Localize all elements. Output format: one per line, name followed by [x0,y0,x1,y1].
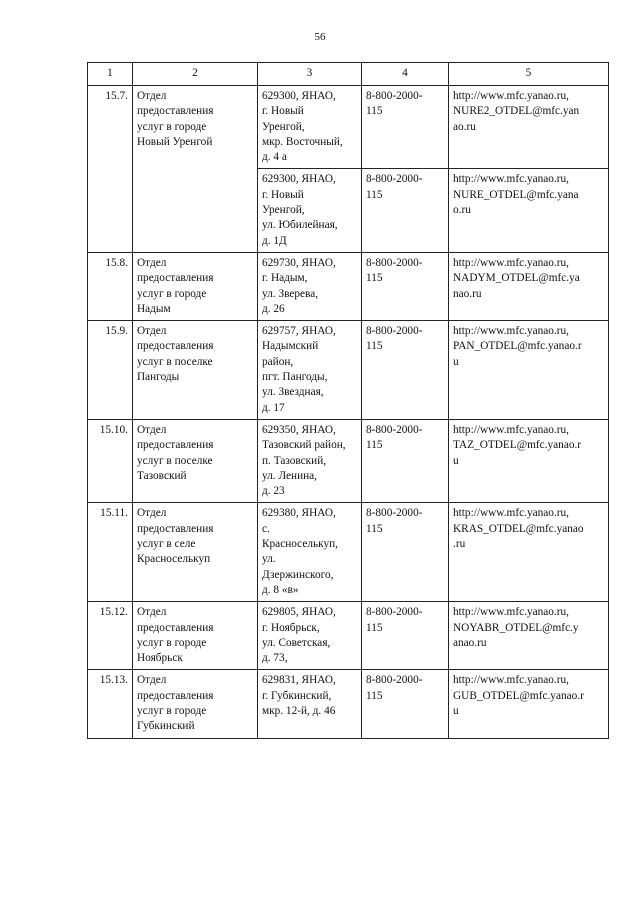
office-name: Отдел предоставления услуг в поселке Пангоды [133,321,258,420]
table-row [88,670,609,738]
column-header: 5 [449,63,609,86]
office-phone: 8-800-2000- 115 [362,86,449,169]
row-number: 15.9. [88,321,133,420]
office-name: Отдел предоставления услуг в городе Надым [133,252,258,320]
row-number: 15.12. [88,602,133,670]
office-name: Отдел предоставления услуг в городе Губкинский [133,670,258,738]
table-row [88,503,609,602]
office-web-email: http://www.mfc.yanao.ru, NURE2_OTDEL@mfc.yan ao.ru [449,86,609,169]
office-phone: 8-800-2000- 115 [362,169,449,252]
office-phone: 8-800-2000- 115 [362,321,449,420]
office-name: Отдел предоставления услуг в поселке Тазовский [133,419,258,502]
office-web-email: http://www.mfc.yanao.ru, NADYM_OTDEL@mfc.ya nao.ru [449,252,609,320]
office-phone: 8-800-2000- 115 [362,503,449,602]
office-web-email: http://www.mfc.yanao.ru, PAN_OTDEL@mfc.yanao.r u [449,321,609,420]
office-name: Отдел предоставления услуг в селе Красноселькуп [133,503,258,602]
office-web-email: http://www.mfc.yanao.ru, NURE_OTDEL@mfc.yana o.ru [449,169,609,252]
table-row [88,321,609,420]
office-address: 629831, ЯНАО, г. Губкинский, мкр. 12-й, д. 46 [258,670,362,738]
office-phone: 8-800-2000- 115 [362,602,449,670]
office-address: 629300, ЯНАО, г. Новый Уренгой, ул. Юбилейная, д. 1Д [258,169,362,252]
office-web-email: http://www.mfc.yanao.ru, TAZ_OTDEL@mfc.yanao.r u [449,419,609,502]
row-number: 15.10. [88,419,133,502]
page-number: 56 [314,31,326,43]
column-header: 2 [133,63,258,86]
office-address: 629730, ЯНАО, г. Надым, ул. Зверева, д. 26 [258,252,362,320]
table-header-row [88,63,609,86]
table-row [88,86,609,169]
row-number: 15.13. [88,670,133,738]
office-name: Отдел предоставления услуг в городе Ноябрьск [133,602,258,670]
mfc-offices-table [87,62,609,739]
column-header: 3 [258,63,362,86]
office-address: 629350, ЯНАО, Тазовский район, п. Тазовский, ул. Ленина, д. 23 [258,419,362,502]
office-web-email: http://www.mfc.yanao.ru, GUB_OTDEL@mfc.yanao.r u [449,670,609,738]
office-address: 629300, ЯНАО, г. Новый Уренгой, мкр. Восточный, д. 4 а [258,86,362,169]
office-phone: 8-800-2000- 115 [362,670,449,738]
office-web-email: http://www.mfc.yanao.ru, NOYABR_OTDEL@mfc.y anao.ru [449,602,609,670]
table-row [88,602,609,670]
column-header: 1 [88,63,133,86]
row-number: 15.7. [88,86,133,253]
row-number: 15.8. [88,252,133,320]
office-phone: 8-800-2000- 115 [362,252,449,320]
office-phone: 8-800-2000- 115 [362,419,449,502]
table-row [88,252,609,320]
office-web-email: http://www.mfc.yanao.ru, KRAS_OTDEL@mfc.yanao .ru [449,503,609,602]
office-address: 629380, ЯНАО, с. Красноселькуп, ул. Дзержинского, д. 8 «в» [258,503,362,602]
row-number: 15.11. [88,503,133,602]
table-row [88,419,609,502]
office-address: 629757, ЯНАО, Надымский район, пгт. Пангоды, ул. Звездная, д. 17 [258,321,362,420]
office-address: 629805, ЯНАО, г. Ноябрьск, ул. Советская, д. 73, [258,602,362,670]
column-header: 4 [362,63,449,86]
office-name: Отдел предоставления услуг в городе Новый Уренгой [133,86,258,253]
